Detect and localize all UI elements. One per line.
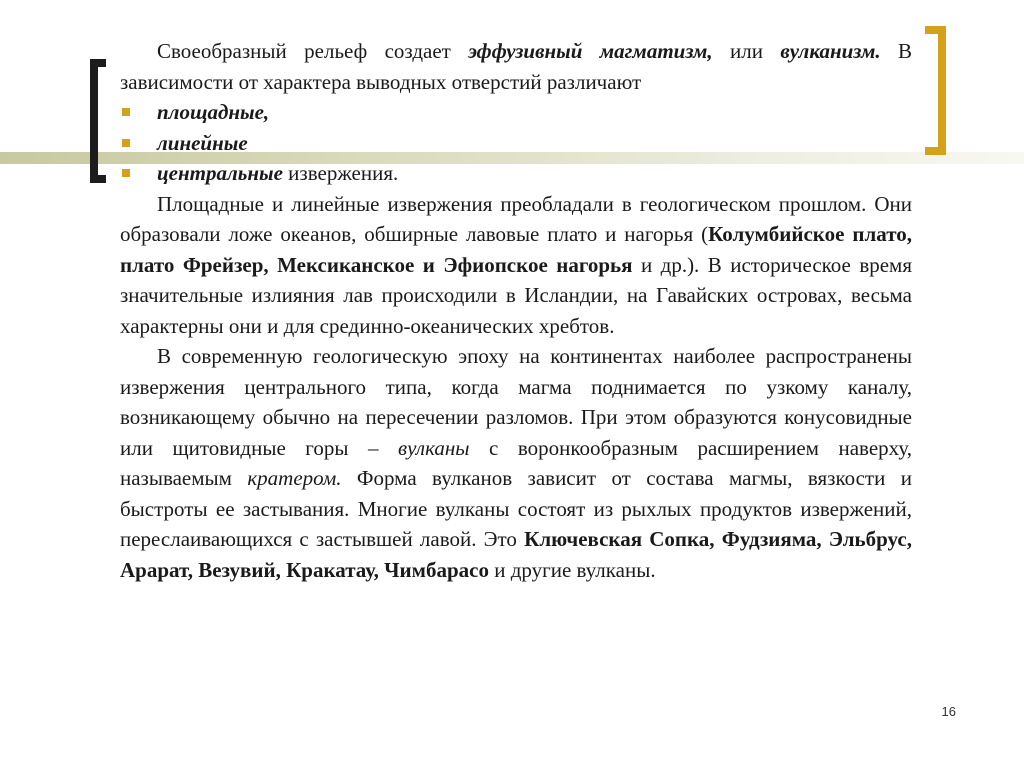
eruption-types-list xyxy=(120,97,912,189)
bullet-square-icon xyxy=(122,139,130,147)
term-volcanism: вулканизм. xyxy=(780,39,881,63)
fissure-eruptions-paragraph: Площадные и линейные извержения преобладали в геологическом прошлом. Они образовали ложе океанов, обширные лавовые плато и нагорья (Колумбийское плато, плато Фрейзер, Мексиканское и Эфиопское нагорья и др.). В историческое время значительные излияния лав происходили в Исландии, на Гавайских островах, весьма характерны они и для срединно-океанических хребтов. xyxy=(120,191,913,338)
page-number: 16 xyxy=(941,704,956,719)
list-item: линейные xyxy=(120,128,912,159)
central-eruptions-paragraph: В современную геологическую эпоху на континентах наиболее распространены извержения центрального типа, когда магма поднимается по узкому каналу, возникающему обычно на пересечении разломов. При этом образуются конусовидные или щитовидные горы – вулканы с воронкообразным расширением наверху, называемым кратером. Форма вулканов зависит от состава магмы, вязкости и быстроты ее застывания. Многие вулканы состоят из рыхлых продуктов извержений, переслаивающихся с застывшей лавой. Это Ключевская Сопка, Фудзияма, Эльбрус, Арарат, Везувий, Кракатау, Чимбарасо и другие вулканы. xyxy=(120,344,912,582)
term-effusive-magmatism: эффузивный магматизм, xyxy=(468,39,713,63)
bullet-square-icon xyxy=(122,169,130,177)
term-crater: кратером. xyxy=(247,466,342,490)
intro-paragraph: Своеобразный рельеф создает эффузивный магматизм, или вулканизм. В зависимости от характера выводных отверстий различают xyxy=(120,39,912,94)
plateaus-list: Колумбийское плато, плато Фрейзер, Мексиканское и Эфиопское нагорья xyxy=(120,222,912,277)
slide-body xyxy=(120,36,912,585)
list-item: центральные извержения. xyxy=(120,158,912,189)
bullet-square-icon xyxy=(122,108,130,116)
volcano-names: Ключевская Сопка, Фудзияма, Эльбрус, Арарат, Везувий, Кракатау, Чимбарасо xyxy=(120,527,912,582)
left-bracket-decoration xyxy=(90,59,106,183)
right-bracket-decoration xyxy=(925,26,946,155)
list-item: площадные, xyxy=(120,97,912,128)
term-volcanoes: вулканы xyxy=(398,435,470,460)
